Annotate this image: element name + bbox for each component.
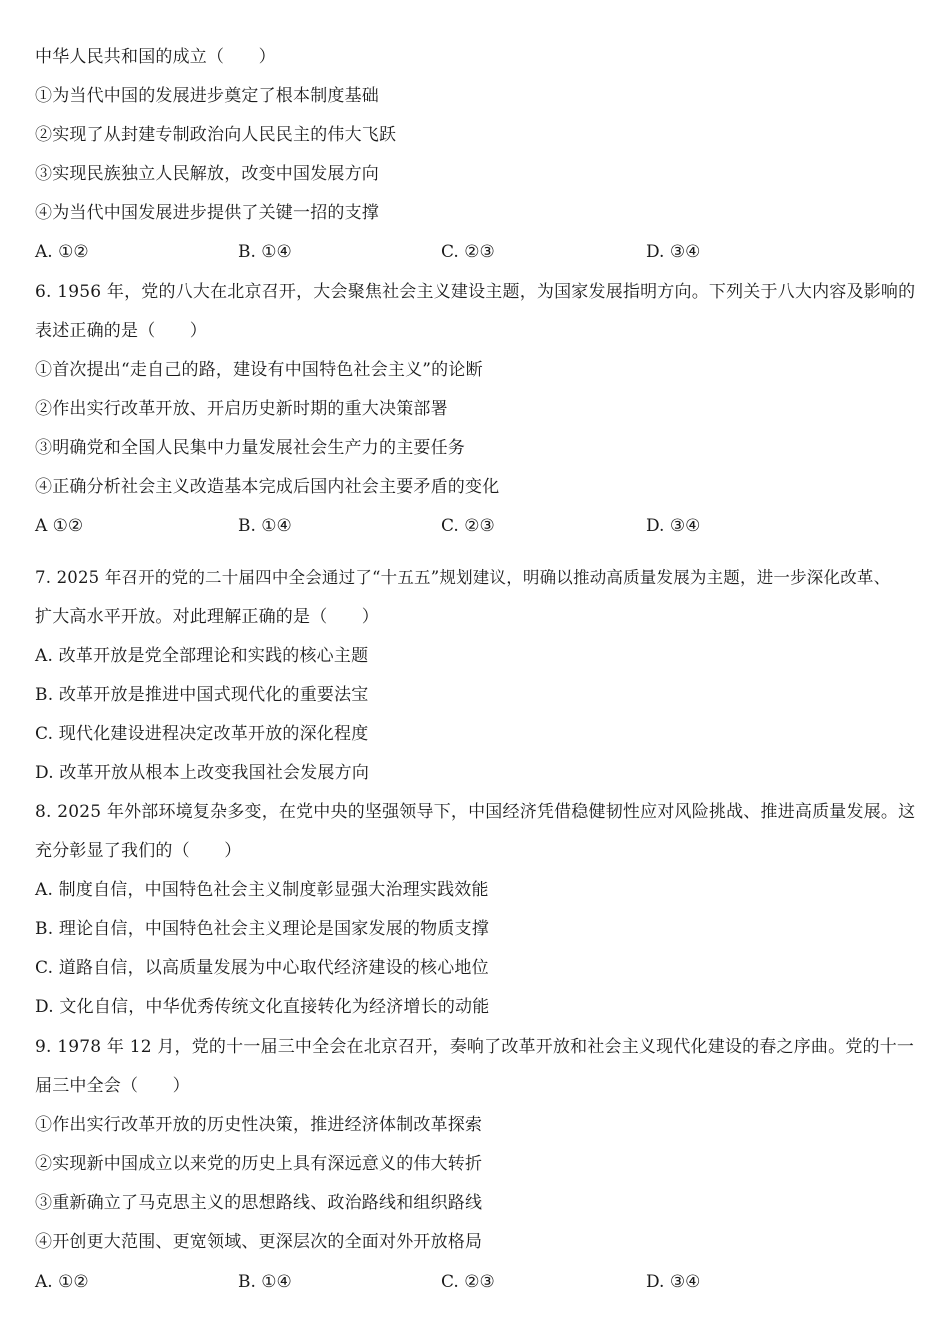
q6-choice-b: B. ①④ (238, 516, 292, 536)
q6-choice-a: A ①② (35, 516, 84, 536)
q9-choice-b: B. ①④ (238, 1272, 292, 1292)
q8-option-d: D. 文化自信，中华优秀传统文化直接转化为经济增长的动能 (35, 997, 490, 1017)
q5-choice-d: D. ③④ (646, 242, 701, 262)
q6-statement-3: ③明确党和全国人民集中力量发展社会生产力的主要任务 (35, 438, 465, 458)
q5-statement-3: ③实现民族独立人民解放，改变中国发展方向 (35, 164, 379, 184)
q6-statement-4: ④正确分析社会主义改造基本完成后国内社会主要矛盾的变化 (35, 477, 500, 497)
q8-option-c: C. 道路自信，以高质量发展为中心取代经济建设的核心地位 (35, 958, 489, 978)
q9-choice-a: A. ①② (35, 1272, 89, 1292)
q9-choice-c: C. ②③ (441, 1272, 495, 1292)
q8-stem-line-2: 充分彰显了我们的（ ） (35, 841, 242, 861)
q8-option-a: A. 制度自信，中国特色社会主义制度彰显强大治理实践效能 (35, 880, 489, 900)
q9-stem-line-2: 届三中全会（ ） (35, 1076, 190, 1096)
q9-statement-2: ②实现新中国成立以来党的历史上具有深远意义的伟大转折 (35, 1154, 483, 1174)
q6-stem-line-2: 表述正确的是（ ） (35, 321, 207, 341)
q9-statement-4: ④开创更大范围、更宽领域、更深层次的全面对外开放格局 (35, 1232, 483, 1252)
q7-stem-line-2: 扩大高水平开放。对此理解正确的是（ ） (35, 607, 379, 627)
q5-choice-a: A. ①② (35, 242, 89, 262)
q5-statement-2: ②实现了从封建专制政治向人民民主的伟大飞跃 (35, 125, 397, 145)
q7-stem-line-1: 7. 2025 年召开的党的二十届四中全会通过了“十五五”规划建议，明确以推动高质量发展为主题，进一步深化改革、 (35, 568, 891, 587)
q9-stem-line-1: 9. 1978 年 12 月，党的十一届三中全会在北京召开，奏响了改革开放和社会主义现代化建设的春之序曲。党的十一 (35, 1037, 915, 1057)
q6-choice-d: D. ③④ (646, 516, 701, 536)
q7-option-b: B. 改革开放是推进中国式现代化的重要法宝 (35, 685, 369, 705)
q5-statement-4: ④为当代中国发展进步提供了关键一招的支撑 (35, 203, 379, 223)
q7-option-c: C. 现代化建设进程决定改革开放的深化程度 (35, 724, 369, 744)
q6-statement-2: ②作出实行改革开放、开启历史新时期的重大决策部署 (35, 399, 448, 419)
q8-option-b: B. 理论自信，中国特色社会主义理论是国家发展的物质支撑 (35, 919, 489, 939)
q9-choice-d: D. ③④ (646, 1272, 701, 1292)
q6-stem-line-1: 6. 1956 年，党的八大在北京召开，大会聚焦社会主义建设主题，为国家发展指明方向。下列关于八大内容及影响的 (35, 282, 916, 302)
q8-stem-line-1: 8. 2025 年外部环境复杂多变，在党中央的坚强领导下，中国经济凭借稳健韧性应对风险挑战、推进高质量发展。这 (35, 802, 916, 822)
q7-option-d: D. 改革开放从根本上改变我国社会发展方向 (35, 763, 370, 783)
q6-choice-c: C. ②③ (441, 516, 495, 536)
q6-statement-1: ①首次提出“走自己的路，建设有中国特色社会主义”的论断 (35, 360, 483, 380)
q5-stem: 中华人民共和国的成立（ ） (35, 47, 276, 67)
q5-choice-b: B. ①④ (238, 242, 292, 262)
q5-choice-c: C. ②③ (441, 242, 495, 262)
q5-statement-1: ①为当代中国的发展进步奠定了根本制度基础 (35, 86, 379, 106)
q9-statement-1: ①作出实行改革开放的历史性决策，推进经济体制改革探索 (35, 1115, 483, 1135)
q7-option-a: A. 改革开放是党全部理论和实践的核心主题 (35, 646, 369, 666)
q9-statement-3: ③重新确立了马克思主义的思想路线、政治路线和组织路线 (35, 1193, 483, 1213)
